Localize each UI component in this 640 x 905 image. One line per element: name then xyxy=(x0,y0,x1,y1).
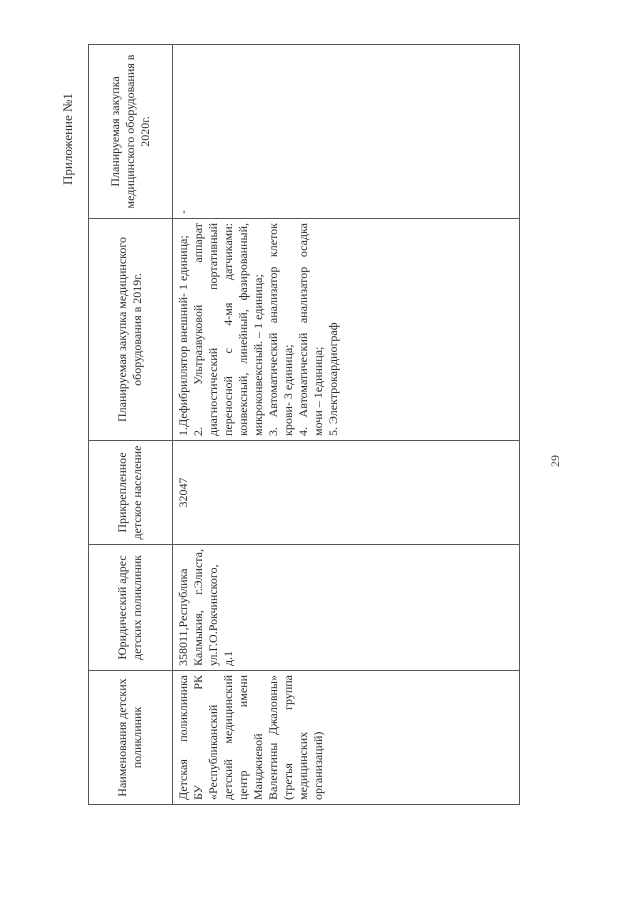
header-equipment-2020: Планируемая закупка медицинского оборудования в 2020г. xyxy=(89,45,173,219)
table-row xyxy=(173,45,520,805)
equipment-item: 1.Дефибриллятор внешний- 1 единица; xyxy=(176,235,190,436)
header-legal-address: Юридический адрес детских поликлиник xyxy=(89,545,173,671)
equipment-table xyxy=(88,44,520,805)
header-clinic-name: Наименования детских поликлиник xyxy=(89,671,173,805)
header-attached-population: Прикрепленное детское население xyxy=(89,441,173,545)
appendix-label: Приложение №1 xyxy=(60,93,75,185)
cell-clinic-name: Детская поликлиника БУ РК «Республиканский детский медицинский центр имени Манджиевой Валентины Джаловны» (третья группа медицинских организаций) xyxy=(173,671,520,805)
cell-equipment-2019 xyxy=(173,219,520,441)
table-header-row xyxy=(89,45,173,805)
cell-equipment-2020: - xyxy=(173,45,520,219)
header-equipment-2019: Планируемая закупка медицинского оборудования в 2019г. xyxy=(89,219,173,441)
page-number: 29 xyxy=(548,455,562,467)
equipment-item: 3. Автоматический анализатор клеток крови- 3 единица; xyxy=(266,223,295,436)
equipment-item: 5. Электрокардиограф xyxy=(326,322,340,436)
equipment-item: 2. Ультразвуковой аппарат диагностический портативный переносной с 4-мя датчиками: конвексный, линейный, фазированный, микроконвексный. – 1 единица; xyxy=(191,223,265,436)
cell-legal-address: 358011,Республика Калмыкия, г.Элиста, ул.Г.О.Рокчинского, д.1 xyxy=(173,545,520,671)
equipment-item: 4. Автоматический анализатор осадка мочи – 1единица; xyxy=(296,223,325,436)
cell-attached-population: 32047 xyxy=(173,441,520,545)
